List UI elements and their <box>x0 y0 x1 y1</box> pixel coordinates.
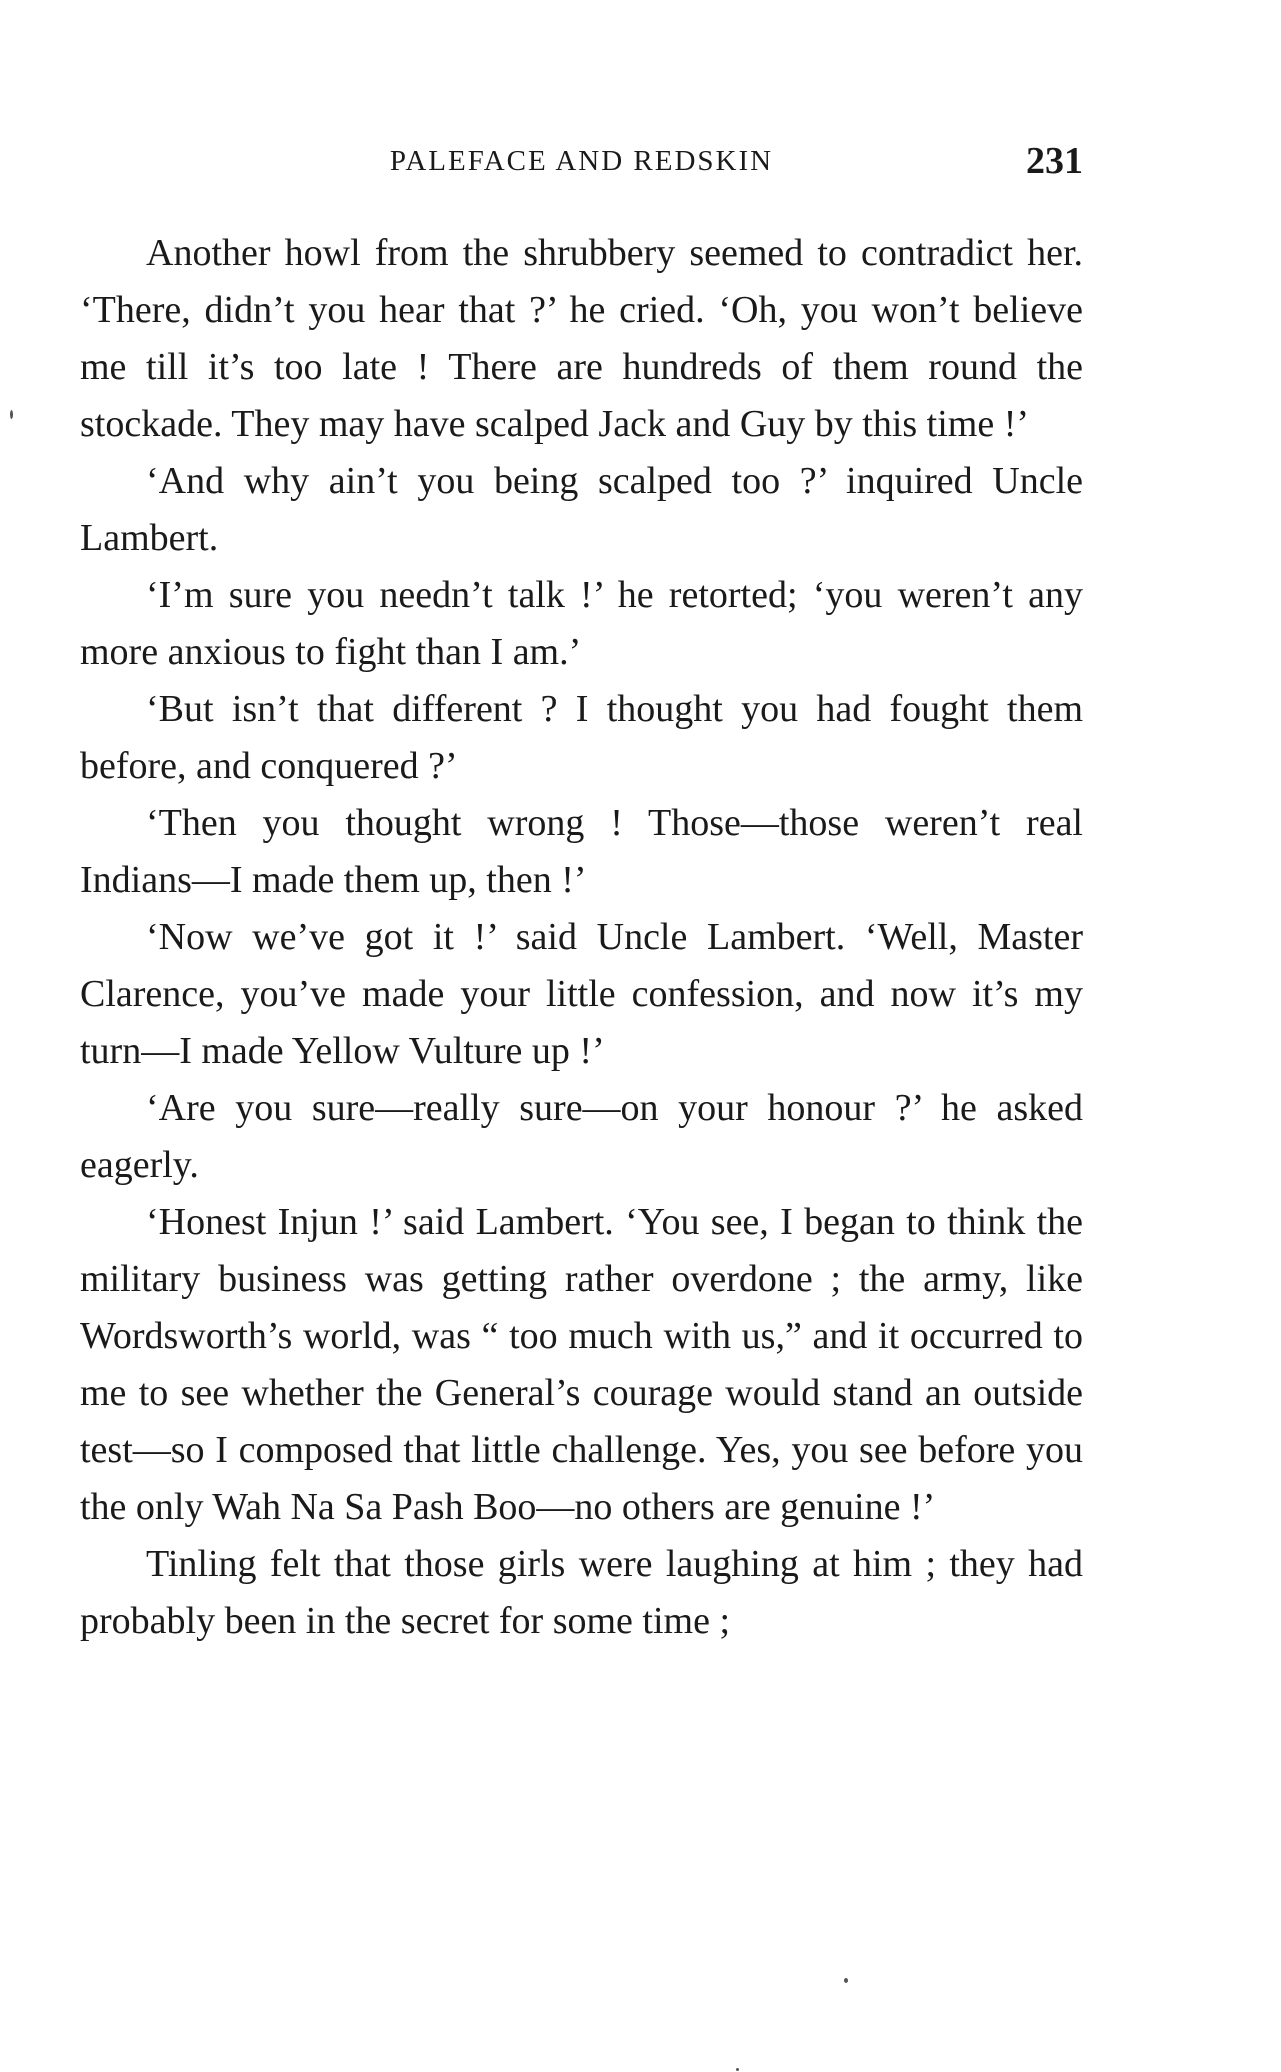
ink-speck <box>736 2068 739 2071</box>
paragraph: ‘Honest Injun !’ said Lambert. ‘You see, I began to think the military business was getting rather overdone ; the army, like Wordsworth’s world, was “ too much with us,” and it occurred to me to see whether the General’s courage would stand an outside test—so I composed that little challenge. Yes, you see before you the only Wah Na Sa Pash Boo—no others are genuine !’ <box>80 1201 1083 1528</box>
paragraph: Tinling felt that those girls were laughing at him ; they had probably been in the secret for some time ; <box>80 1543 1083 1642</box>
paragraph: Another howl from the shrubbery seemed to contradict her. ‘There, didn’t you hear that ?’ he cried. ‘Oh, you won’t believe me till it’s too late ! There are hundreds of them round the stockade. They may have scalped Jack and Guy by this time !’ <box>80 232 1083 445</box>
ink-speck <box>844 1978 848 1983</box>
paragraph: ‘Are you sure—really sure—on your honour ?’ he asked eagerly. <box>80 1087 1083 1186</box>
paragraph: ‘And why ain’t you being scalped too ?’ inquired Uncle Lambert. <box>80 460 1083 559</box>
paragraph: ‘Now we’ve got it !’ said Uncle Lambert. ‘Well, Master Clarence, you’ve made your little confession, and now it’s my turn—I made Yellow Vulture up !’ <box>80 916 1083 1072</box>
running-title: PALEFACE AND REDSKIN <box>389 145 774 177</box>
paragraph: ‘Then you thought wrong ! Those—those weren’t real Indians—I made them up, then !’ <box>80 802 1083 901</box>
body-text <box>80 225 1083 1650</box>
paragraph: ‘I’m sure you needn’t talk !’ he retorted; ‘you weren’t any more anxious to fight than I am.’ <box>80 574 1083 673</box>
margin-speck <box>10 410 13 419</box>
page-number: 231 <box>1026 140 1083 182</box>
running-head <box>80 138 1083 184</box>
paragraph: ‘But isn’t that different ? I thought you had fought them before, and conquered ?’ <box>80 688 1083 787</box>
